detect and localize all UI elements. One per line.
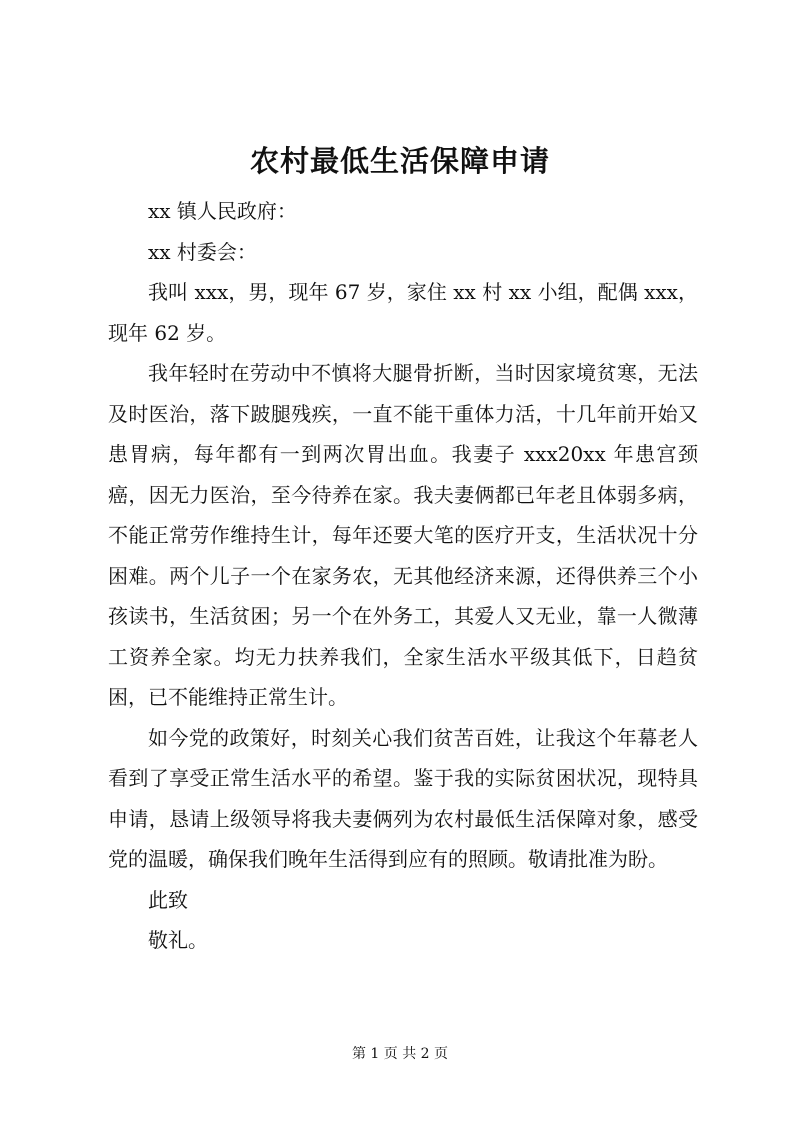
paragraph-request: 如今党的政策好，时刻关心我们贫苦百姓，让我这个年幕老人看到了享受正常生活水平的希望。鉴于我的实际贫困状况，现特具申请，恳请上级领导将我夫妻俩列为农村最低生活保障对象，感受党的温暖，确保我们晚年生活得到应有的照顾。敬请批准为盼。	[108, 725, 698, 871]
page-footer: 第 1 页 共 2 页	[351, 1046, 449, 1062]
paragraph-hardship: 我年轻时在劳动中不慎将大腿骨折断，当时因家境贫寒，无法及时医治，落下跛腿残疾，一直不能干重体力活，十几年前开始又患胃病，每年都有一到两次胃出血。我妻子 xxx20xx 年患宫颈癌，因无力医治，至今待养在家。我夫妻俩都已年老且体弱多病，不能正常劳作维持生计，每年还要大笔的医疗开支，生活状况十分困难。两个儿子一个在家务农，无其他经济来源，还得供养三个小孩读书，生活贫困；另一个在外务工，其爱人又无业，靠一人微薄工资养全家。均无力扶养我们，全家生活水平级其低下，日趋贫困，已不能维持正常生计。	[108, 361, 698, 709]
salutation-town-government: xx 镇人民政府：	[148, 199, 297, 223]
salutation-village-committee: xx 村委会：	[148, 239, 257, 264]
document-body	[108, 191, 698, 961]
closing-line-2: 敬礼。	[148, 928, 208, 952]
closing-line-1: 此致	[148, 887, 188, 912]
paragraph-personal-info: 我叫 xxx，男，现年 67 岁，家住 xx 村 xx 小组，配偶 xxx，现年 62 岁。	[108, 280, 698, 345]
document-title: 农村最低生活保障申请	[249, 144, 550, 178]
